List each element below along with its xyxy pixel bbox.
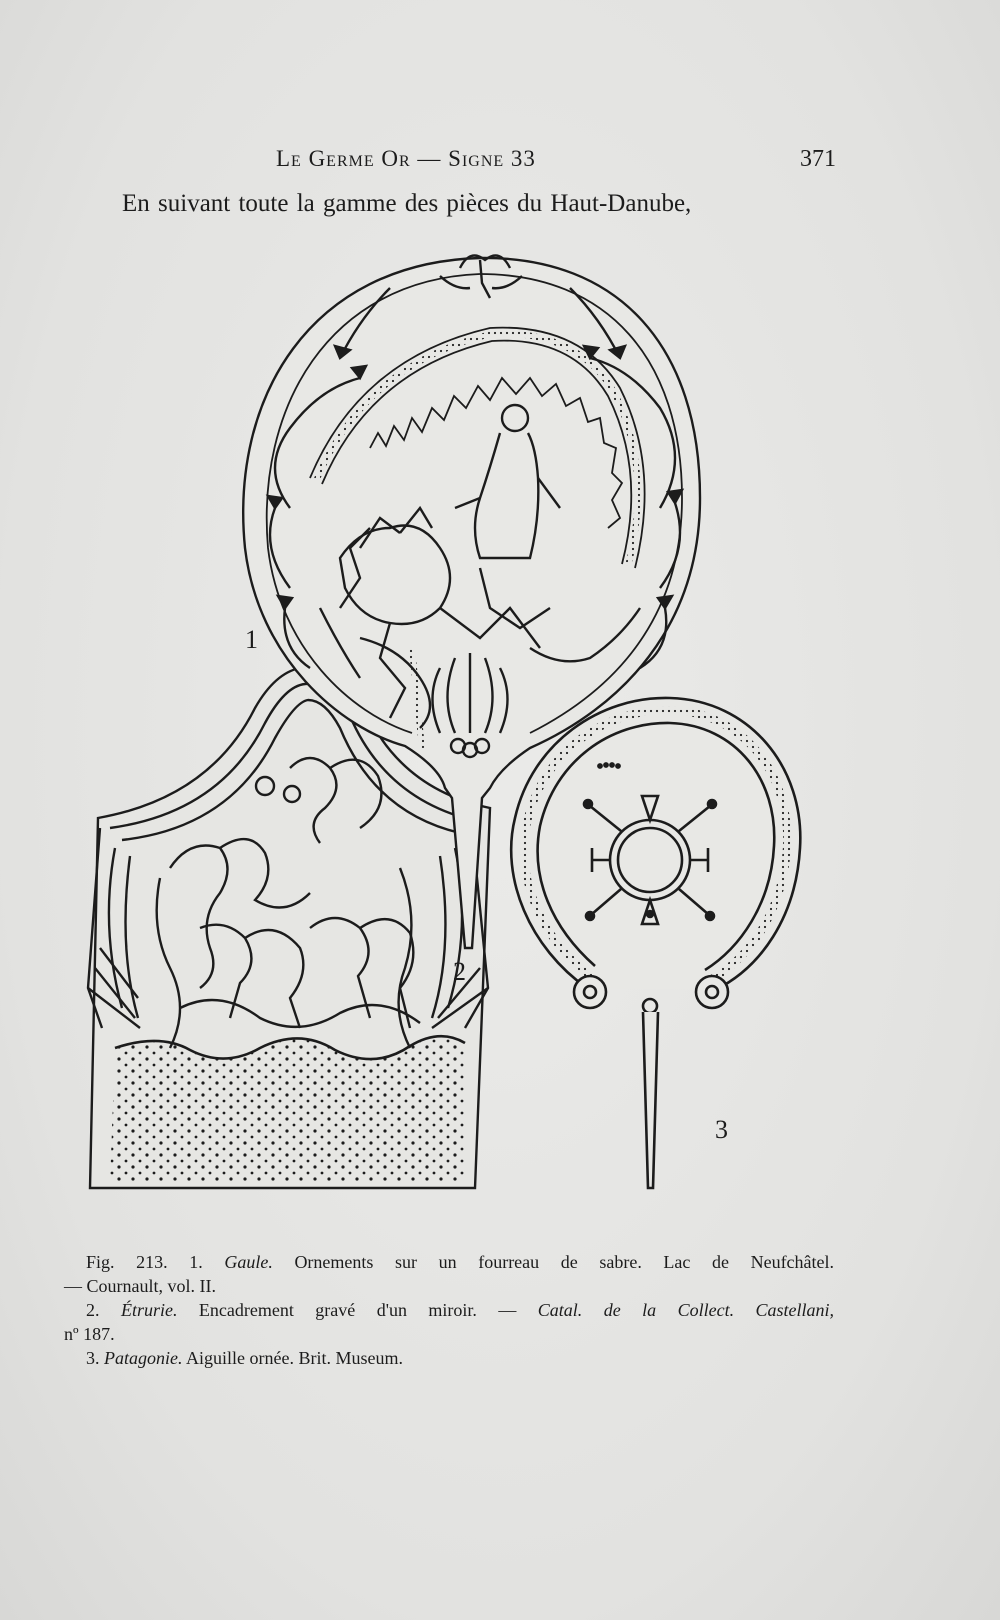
running-title: Le Germe Or — Signe 33 — [276, 146, 536, 171]
caption-line-4: nº 187. — [64, 1324, 115, 1344]
figure-caption — [64, 1250, 834, 1370]
caption-line-2: — Cournault, vol. II. — [64, 1276, 216, 1296]
figure-label-1: 1 — [245, 625, 258, 654]
caption-item-2-number: 2. — [86, 1300, 100, 1320]
figure-illustration — [60, 228, 860, 1238]
patagonian-pin-drawing — [511, 698, 800, 1188]
figure-label-2: 2 — [453, 957, 466, 986]
caption-place-patagonie: Patagonie. — [104, 1348, 183, 1368]
caption-line-1 — [64, 1250, 834, 1274]
caption-description-1: Ornements sur un fourreau de sabre. Lac de Neufchâtel. — [294, 1252, 835, 1272]
figure-label-3: 3 — [715, 1115, 728, 1144]
figure-213 — [60, 228, 860, 1238]
caption-line-3 — [64, 1298, 834, 1322]
caption-place-etrurie: Étrurie. — [120, 1300, 178, 1320]
caption-line-5 — [64, 1346, 834, 1370]
caption-item-3-number: 3. — [86, 1348, 100, 1368]
body-text-line: En suivant toute la gamme des pièces du Haut-Danube, — [122, 190, 692, 217]
caption-description-3: Aiguille ornée. Brit. Museum. — [186, 1348, 403, 1368]
caption-fig-number: Fig. 213. 1. — [86, 1252, 203, 1272]
caption-description-2: Encadrement gravé d'un miroir. — — [198, 1300, 517, 1320]
page-number: 371 — [800, 146, 836, 172]
caption-place-gaule: Gaule. — [224, 1252, 273, 1272]
caption-source-castellani: Catal. de la Collect. Castellani, — [537, 1300, 835, 1320]
